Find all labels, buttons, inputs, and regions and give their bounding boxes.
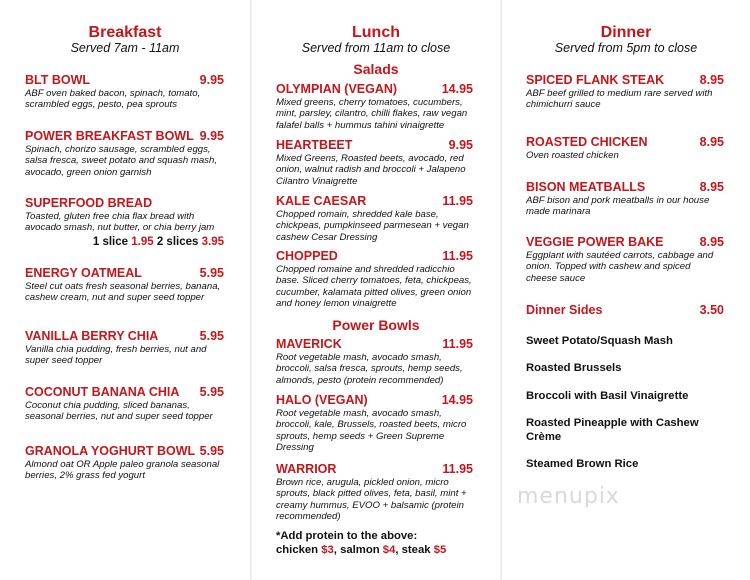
menu-item-heartbeet [276, 138, 473, 187]
item-price: 14.95 [441, 393, 473, 407]
side-item: Roasted Brussels [526, 362, 622, 374]
menu-item-chopped [276, 249, 473, 310]
item-name: HALO (VEGAN) [276, 393, 368, 407]
dinner-title: Dinner [600, 24, 652, 41]
item-description: Almond oat OR Apple paleo granola seasonal berries, 2% grass fed yogurt [25, 459, 220, 482]
item-price: 8.95 [699, 180, 724, 194]
protein-chicken: chicken [276, 544, 319, 556]
dinner-hours: Served from 5pm to close [554, 41, 698, 55]
protein-salmon-price: $4 [382, 544, 396, 556]
protein-steak-price: $5 [433, 544, 447, 556]
item-price: 9.95 [199, 73, 224, 87]
item-description: Chopped romaine and shredded radicchio base. Sliced cherry tomatoes, feta, chickpeas, cucumber, kalamata pitted olives, green onion and honey lemon vinaigrette [276, 264, 472, 310]
option-1-price: 1.95 [131, 235, 154, 248]
menu-item-spiced-flank-steak [526, 73, 724, 111]
item-price: 8.95 [699, 135, 724, 149]
item-description: Root vegetable mash, avocado smash, broccoli, kale, Brussels, roasted beets, micro sprouts, hemp seeds + Green Supreme Dressing [276, 408, 467, 454]
side-item: Steamed Brown Rice [526, 458, 639, 470]
menu-item-halo [276, 393, 473, 454]
menu-item-power-breakfast-bowl [25, 129, 224, 178]
protein-addon-note [276, 529, 490, 557]
menu-item-granola-yoghurt-bowl [25, 444, 224, 482]
item-price: 8.95 [699, 235, 724, 249]
side-item: Roasted Pineapple with Cashew Crème [526, 417, 699, 443]
item-description: ABF bison and pork meatballs in our house made marinara [526, 195, 710, 218]
menu-item-coconut-banana-chia [25, 385, 224, 423]
item-description: Spinach, chorizo sausage, scrambled eggs, salsa fresca, sweet potato and squash mash, avocado, green onion garnish [25, 144, 217, 178]
item-price: 5.95 [199, 385, 224, 399]
item-name: COCONUT BANANA CHIA [25, 385, 180, 399]
breakfast-title: Breakfast [88, 24, 162, 41]
item-description: ABF oven baked bacon, spinach, tomato, scrambled eggs, pesto, pea sprouts [25, 88, 201, 111]
item-name: VANILLA BERRY CHIA [25, 329, 159, 343]
item-name: SUPERFOOD BREAD [25, 196, 153, 210]
item-description: Steel cut oats fresh seasonal berries, banana, cashew cream, nut and super seed topper [25, 281, 221, 304]
item-name: BLT BOWL [25, 73, 91, 87]
item-description: Brown rice, arugula, pickled onion, micro sprouts, black pitted olives, feta, basil, mint + creamy hummus, EVOO + balsamic (protein recommended) [276, 477, 467, 523]
item-description: Mixed greens, cherry tomatoes, cucumbers, mint, parsley, cilantro, chilli flakes, raw vegan falafel balls + hummus tahini vinaigrette [276, 97, 468, 131]
item-description: Root vegetable mash, avocado smash, broccoli, salsa fresca, sprouts, hemp seeds, almonds, pesto (protein recommended) [276, 352, 463, 386]
protein-addon-heading: *Add protein to the above: [276, 530, 418, 542]
menu-item-warrior [276, 462, 473, 523]
item-price: 14.95 [441, 82, 473, 96]
item-name: HEARTBEET [276, 138, 353, 152]
item-name: GRANOLA YOGHURT BOWL [25, 444, 196, 458]
item-name: ENERGY OATMEAL [25, 266, 142, 280]
item-name: POWER BREAKFAST BOWL [25, 129, 194, 143]
item-name: OLYMPIAN (VEGAN) [276, 82, 398, 96]
item-description: Toasted, gluten free chia flax bread with avocado smash, nut butter, or chia berry jam [25, 211, 215, 234]
side-item: Broccoli with Basil Vinaigrette [526, 390, 689, 402]
menu-item-bison-meatballs [526, 180, 724, 218]
item-price: 11.95 [442, 194, 473, 208]
sides-title: Dinner Sides [526, 303, 603, 317]
item-description: Chopped romain, shredded kale base, chickpeas, pumpkinseed parmesean + vegan cashew Cesar Dressing [276, 209, 469, 243]
dinner-sides-header [526, 303, 724, 317]
lunch-title: Lunch [352, 24, 400, 41]
option-1-label: 1 slice [92, 235, 129, 248]
item-name: CHOPPED [276, 249, 338, 263]
menu-item-vanilla-berry-chia [25, 329, 224, 367]
menu-item-olympian [276, 82, 473, 131]
protein-chicken-price: $3 [321, 544, 334, 556]
lunch-panel [252, 0, 500, 580]
item-description: Coconut chia pudding, sliced bananas, seasonal berries, nut and super seed topper [25, 400, 213, 423]
item-name: WARRIOR [276, 462, 337, 476]
option-2-price: 3.95 [201, 235, 224, 248]
item-description: Vanilla chia pudding, fresh berries, nut and super seed topper [25, 344, 207, 367]
item-name: BISON MEATBALLS [526, 180, 646, 194]
item-name: KALE CAESAR [276, 194, 367, 208]
protein-salmon: salmon [340, 544, 380, 556]
item-name: VEGGIE POWER BAKE [526, 235, 664, 249]
item-price: 11.95 [442, 462, 473, 476]
item-name: ROASTED CHICKEN [526, 135, 648, 149]
item-price: 8.95 [699, 73, 724, 87]
menu-item-veggie-power-bake [526, 235, 724, 284]
protein-steak: steak [401, 544, 431, 556]
menu-item-energy-oatmeal [25, 266, 224, 304]
menu-item-kale-caesar [276, 194, 473, 243]
side-item: Sweet Potato/Squash Mash [526, 335, 673, 347]
power-bowls-heading: Power Bowls [332, 317, 420, 333]
item-price: 9.95 [448, 138, 473, 152]
bread-options [25, 236, 224, 248]
option-2-label: 2 slices [156, 235, 199, 248]
item-price: 5.95 [199, 444, 224, 458]
menu-item-superfood-bread [25, 196, 224, 248]
breakfast-hours: Served 7am - 11am [70, 41, 180, 55]
lunch-hours: Served from 11am to close [301, 41, 451, 55]
item-price: 5.95 [199, 329, 224, 343]
sides-price: 3.50 [699, 303, 724, 317]
item-description: ABF beef grilled to medium rare served with chimichurri sauce [526, 88, 713, 111]
menu-item-blt-bowl [25, 73, 224, 111]
protein-addon-options: chicken $3, salmon $4, steak $5 [276, 544, 447, 556]
salads-heading: Salads [353, 61, 399, 77]
item-price: 11.95 [442, 337, 473, 351]
item-price: 11.95 [442, 249, 473, 263]
item-name: SPICED FLANK STEAK [526, 73, 665, 87]
item-price: 5.95 [199, 266, 224, 280]
item-description: Mixed Greens, Roasted beets, avocado, red onion, walnut radish and broccoli + Jalapeno Cilantro Vinaigrette [276, 153, 466, 187]
item-price: 9.95 [199, 129, 224, 143]
menu-item-roasted-chicken [526, 135, 724, 161]
breakfast-panel [0, 0, 250, 580]
menu-item-maverick [276, 337, 473, 386]
item-description: Oven roasted chicken [526, 150, 619, 161]
watermark-logo: menupix [517, 484, 620, 509]
item-description: Eggplant with sautéed carrots, cabbage and onion. Topped with cashew and spiced cheese sauce [526, 250, 714, 284]
item-name: MAVERICK [276, 337, 342, 351]
